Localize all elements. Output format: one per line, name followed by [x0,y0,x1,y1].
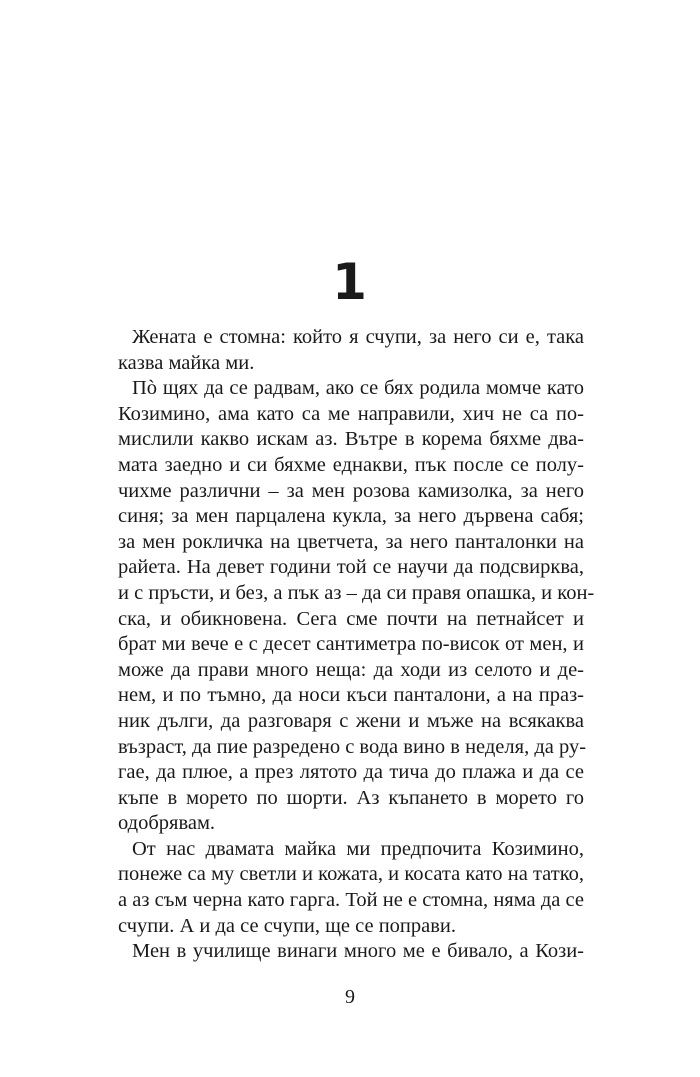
text-line: казва майка ми. [118,351,255,374]
text-line: възраст, да пие разредено с вода вино в неделя, да ру- [118,735,587,758]
text-line: а аз съм черна като гарга. Той не е стомна, няма да се [118,889,584,912]
text-line: мислили какво искам аз. Вътре в корема бяхме два- [118,428,584,451]
text-line: нем, и по тъмно, да носи къси панталони, а на праз- [118,684,584,707]
text-line: ска, и обикновена. Сега сме почти на петнайсет и [118,607,584,630]
text-line: къпе в морето по шорти. Аз къпането в морето го [118,786,584,809]
text-line: райета. На девет години той се научи да подсвирква, [118,556,584,579]
text-line: и с пръсти, и без, а пък аз – да си правя опашка, и кон- [118,581,595,604]
text-line: гае, да плюе, а през лятото да тича до плажа и да се [118,761,584,784]
text-line: счупи. А и да се счупи, ще се поправи. [118,914,457,937]
page-number: 9 [345,986,355,1008]
text-line: Мен в училище винаги много ме е бивало, а Кози- [132,940,584,963]
text-line: ник дълги, да разговаря с жени и мъже на всякаква [118,709,584,732]
text-line: понеже са му светли и кожата, и косата като на татко, [118,863,584,886]
text-line: чихме различни – за мен розова камизолка, за него [118,479,584,502]
text-line: мата заедно и си бяхме еднакви, пък после се полу- [118,453,584,476]
text-line: Жената е стомна: който я счупи, за него си е, така [132,326,584,348]
chapter-number: 1 [332,253,368,311]
text-line: Пò щях да се радвам, ако се бях родила момче като [132,377,584,400]
text-line: Козимино, ама като са ме направили, хич не са по- [118,402,584,425]
text-line: брат ми вече е с десет сантиметра по-висок от мен, и [118,633,584,656]
chapter-text [118,325,595,965]
text-line: може да прави много неща: да ходи из селото и де- [118,658,584,681]
text-line: одобрявам. [118,812,216,835]
text-line: за мен рокличка на цветчета, за него панталонки на [118,530,584,553]
text-line: От нас двамата майка ми предпочита Козимино, [132,837,584,860]
text-line: синя; за мен парцалена кукла, за него дървена сабя; [118,505,584,528]
